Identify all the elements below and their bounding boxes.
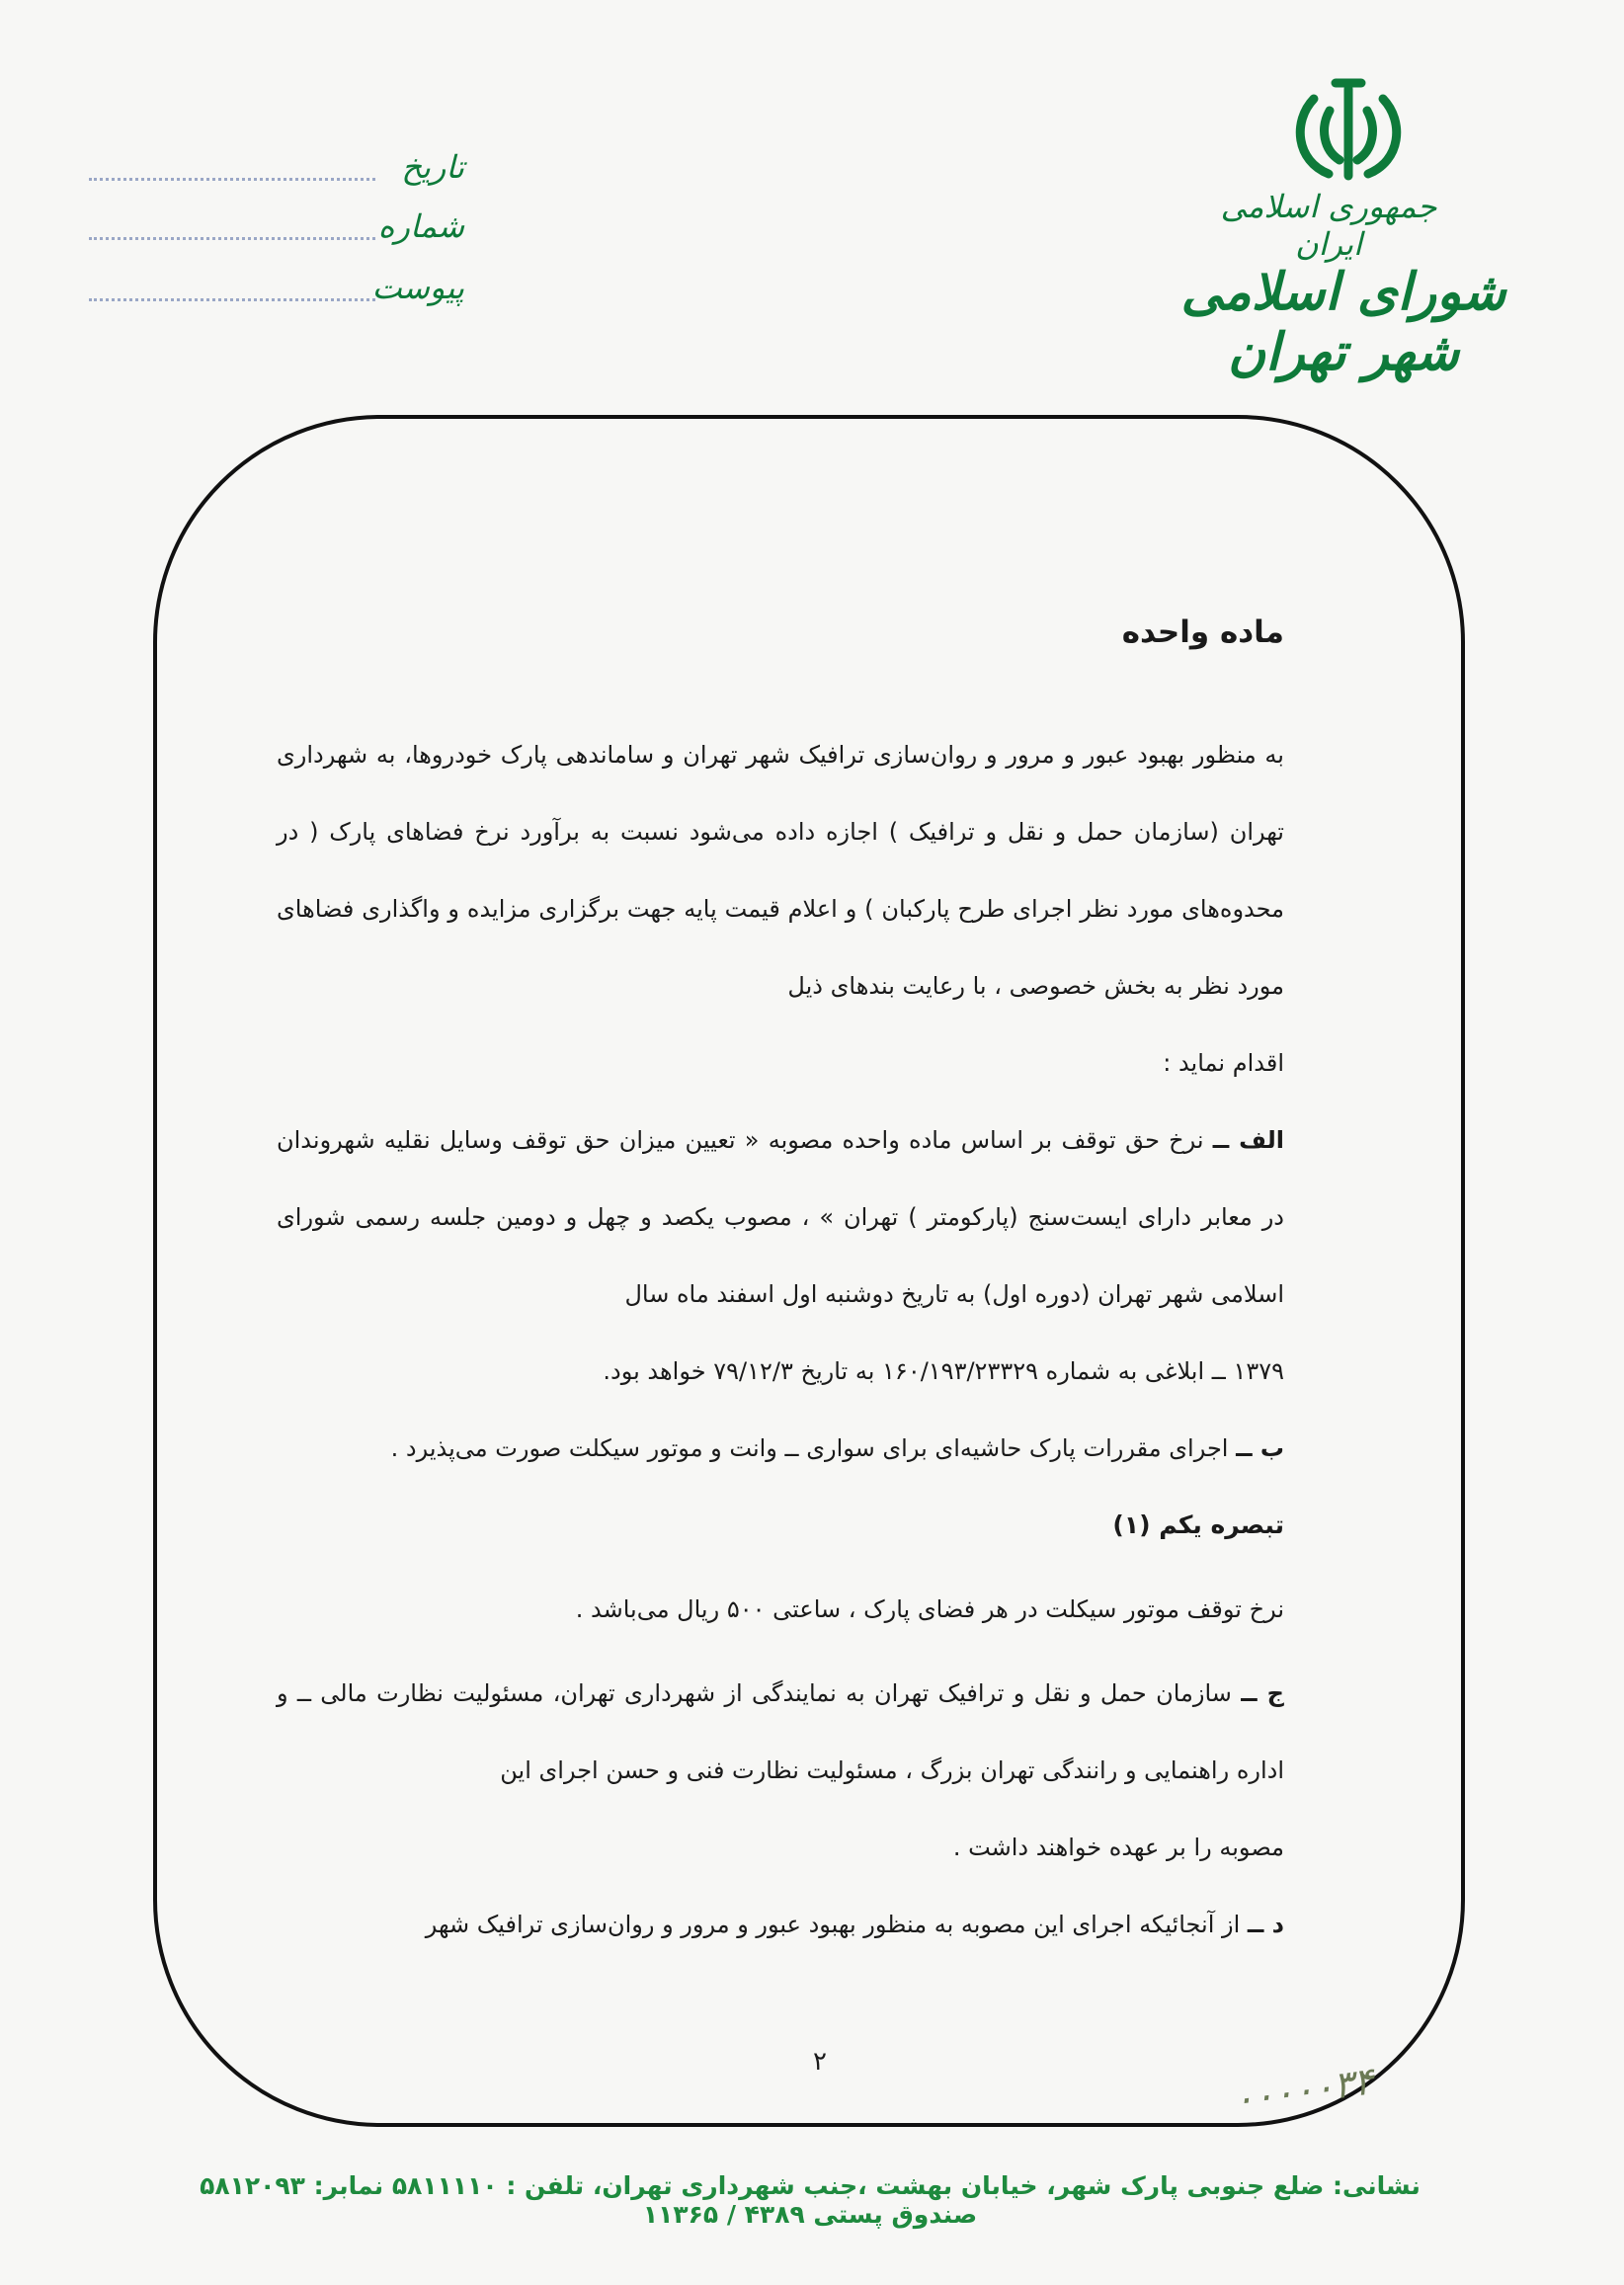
- document-body: [277, 716, 1284, 1963]
- item-c-line: مصوبه را بر عهده خواهند داشت .: [952, 1834, 1284, 1861]
- item-a-line: ۱۳۷۹ ــ ابلاغی به شماره ۱۶۰/۱۹۳/۲۳۳۲۹ به تاریخ ۷۹/۱۲/۳ خواهد بود.: [603, 1357, 1284, 1385]
- item-c-paragraph: [277, 1655, 1284, 1886]
- number-label: شماره: [377, 207, 464, 245]
- council-name: شورای اسلامی شهر تهران: [1180, 262, 1506, 382]
- item-a-line: جلسه رسمی شورای اسلامی شهر تهران (دوره اول) به تاریخ دوشنبه اول اسفند ماه سال: [277, 1203, 1284, 1308]
- date-label: تاریخ: [401, 148, 464, 186]
- republic-name: جمهوری اسلامی ایران: [1220, 188, 1437, 263]
- intro-paragraph: [277, 716, 1284, 1102]
- note-one-heading: تبصره یکم (۱): [1112, 1510, 1284, 1539]
- document-title: ماده واحده: [1121, 614, 1284, 650]
- item-b-paragraph: [277, 1410, 1284, 1487]
- note-one-text-paragraph: [277, 1564, 1284, 1655]
- number-dotted-line: [89, 237, 375, 240]
- footer-address: نشانی: ضلع جنوبی پارک شهر، خیابان بهشت ،جنب شهرداری تهران، تلفن : ۵۸۱۱۱۱۰ نمابر: ۵۸۱۲۰۹۳ صندوق پستی ۴۳۸۹ / ۱۱۳۶۵: [200, 2171, 1421, 2229]
- note-one-text: نرخ توقف موتور سیکلت در هر فضای پارک ، ساعتی ۵۰۰ ریال می‌باشد .: [575, 1595, 1284, 1623]
- item-c-label: ج ــ: [1241, 1679, 1284, 1707]
- item-b-label: ب ــ: [1236, 1434, 1284, 1462]
- item-c-line: مالی ــ و اداره راهنمایی و رانندگی تهران بزرگ ، مسئولیت نظارت فنی و حسن اجرای این: [277, 1679, 1284, 1784]
- handwritten-mark: ۰۰۰۰۰۳۴: [1230, 2059, 1377, 2122]
- intro-line: فضاهای پارک ( در محدوه‌های مورد نظر اجرای طرح پارکبان ) و اعلام قیمت پایه جهت: [277, 818, 1284, 923]
- attachment-label: پیوست: [371, 269, 464, 306]
- date-dotted-line: [89, 178, 375, 181]
- intro-line: اقدام نماید :: [1163, 1049, 1284, 1077]
- item-d-paragraph: [277, 1886, 1284, 1963]
- page-number: ۲: [813, 2047, 827, 2077]
- intro-line: به منظور بهبود عبور و مرور و روان‌سازی ترافیک شهر تهران و ساماندهی پارک خودروها،: [404, 741, 1284, 769]
- item-b-text: اجرای مقررات پارک حاشیه‌ای برای سواری ــ وانت و موتور سیکلت صورت می‌پذیرد .: [390, 1434, 1229, 1462]
- note-one-heading-paragraph: [277, 1487, 1284, 1564]
- date-field[interactable]: [89, 148, 464, 192]
- intro-line: به شهرداری تهران (سازمان حمل و نقل و ترافیک ) اجازه داده می‌شود نسبت به برآورد نرخ: [277, 741, 1284, 846]
- item-a-label: الف ــ: [1212, 1126, 1284, 1154]
- item-a-paragraph: [277, 1102, 1284, 1410]
- intro-line: برگزاری مزایده و واگذاری فضاهای مورد نظر به بخش خصوصی ، با رعایت بندهای ذیل: [277, 895, 1284, 1000]
- item-a-line: شهروندان در معابر دارای ایست‌سنج (پارکومتر ) تهران » ، مصوب یکصد و چهل و دومین: [277, 1126, 1284, 1231]
- item-c-line: سازمان حمل و نقل و ترافیک تهران به نمایندگی از شهرداری تهران، مسئولیت نظارت: [376, 1679, 1232, 1707]
- attachment-dotted-line: [89, 298, 375, 301]
- iran-emblem-icon: [1284, 77, 1413, 186]
- number-field[interactable]: [89, 207, 464, 251]
- item-d-text: از آنجائیکه اجرای این مصوبه به منظور بهبود عبور و مرور و روان‌سازی ترافیک شهر: [425, 1911, 1241, 1938]
- item-a-line: نرخ حق توقف بر اساس ماده واحده مصوبه « تعیین میزان حق توقف وسایل نقلیه: [383, 1126, 1204, 1154]
- attachment-field[interactable]: [89, 269, 464, 312]
- item-d-label: د ــ: [1247, 1911, 1284, 1938]
